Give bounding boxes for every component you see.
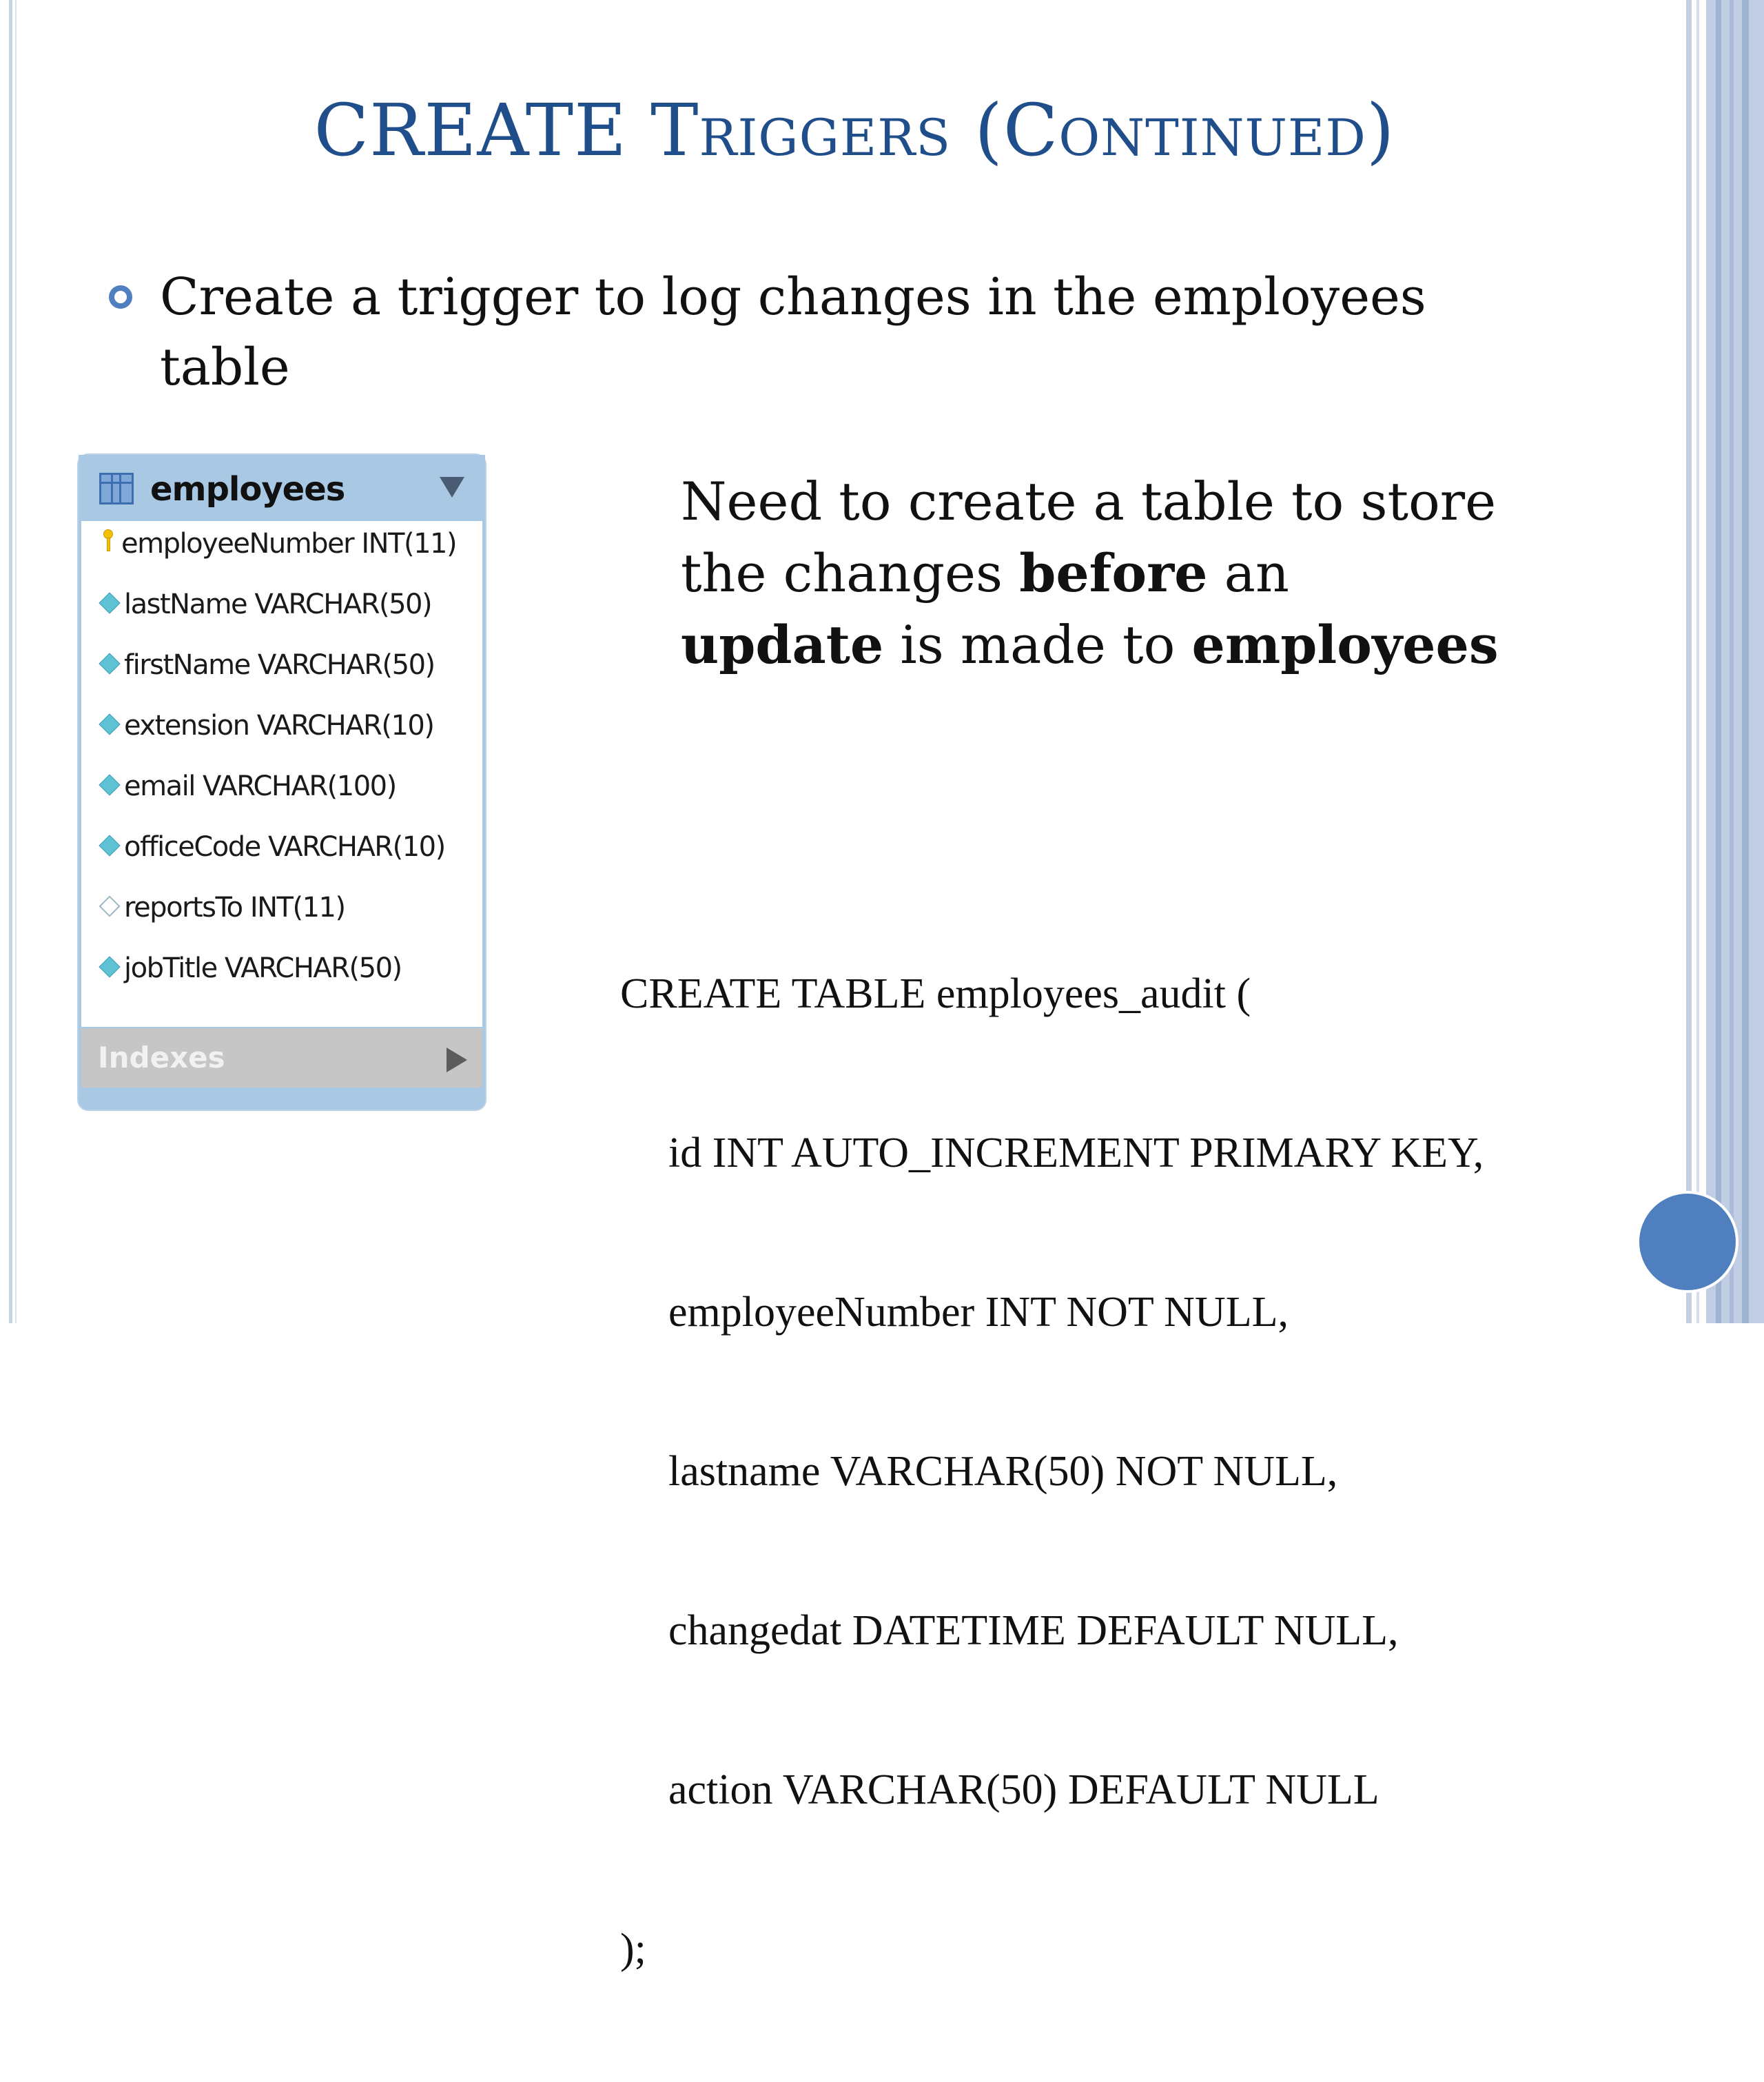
note-text xyxy=(681,466,1577,681)
note-bold-fragment: update xyxy=(681,614,884,675)
bullet-icon xyxy=(109,285,132,309)
er-field-row xyxy=(102,831,445,872)
code-line: CREATE TABLE employees_audit ( xyxy=(620,970,1251,1017)
left-border-inner xyxy=(15,0,17,1323)
left-border xyxy=(9,0,12,1323)
code-line: employeeNumber INT NOT NULL, xyxy=(668,1289,1289,1336)
code-line: lastname VARCHAR(50) NOT NULL, xyxy=(668,1448,1338,1495)
er-field-label: email VARCHAR(100) xyxy=(124,770,396,802)
note-line xyxy=(681,609,1577,681)
er-field-row xyxy=(102,892,345,933)
er-field-label: extension VARCHAR(10) xyxy=(124,710,434,742)
er-field-row xyxy=(102,710,433,751)
note-bold-fragment: employees xyxy=(1191,614,1499,675)
title-main: CREATE xyxy=(314,88,651,172)
er-table-card xyxy=(79,455,485,1110)
er-field-label: firstName VARCHAR(50) xyxy=(124,649,435,681)
nullable-column-icon xyxy=(99,895,120,917)
note-fragment: is made to xyxy=(883,614,1192,675)
er-field-row xyxy=(102,770,396,812)
er-indexes-section[interactable] xyxy=(81,1028,482,1088)
right-stripe xyxy=(1742,0,1749,1323)
column-icon xyxy=(99,774,120,795)
note-fragment: the changes xyxy=(681,542,1020,604)
column-icon xyxy=(99,653,120,674)
er-table-name: employees xyxy=(150,470,345,509)
code-line: changedat DATETIME DEFAULT NULL, xyxy=(668,1607,1399,1654)
title-rest: Triggers (Continued) xyxy=(650,88,1395,172)
er-indexes-label: Indexes xyxy=(98,1041,225,1074)
er-field-row xyxy=(102,589,431,630)
er-field-label: employeeNumber INT(11) xyxy=(121,528,457,560)
right-stripe xyxy=(1696,0,1699,1323)
code-line: action VARCHAR(50) DEFAULT NULL xyxy=(668,1766,1380,1813)
er-field-label: lastName VARCHAR(50) xyxy=(124,589,432,620)
er-field-label: reportsTo INT(11) xyxy=(124,892,345,923)
column-icon xyxy=(99,956,120,977)
column-icon xyxy=(99,713,120,735)
right-stripe xyxy=(1686,0,1692,1323)
er-field-row xyxy=(102,952,402,994)
note-line xyxy=(681,538,1577,609)
er-field-label: officeCode VARCHAR(10) xyxy=(124,831,445,863)
code-line: id INT AUTO_INCREMENT PRIMARY KEY, xyxy=(668,1130,1484,1176)
note-bold-fragment: before xyxy=(1019,542,1208,604)
er-table-header xyxy=(79,455,485,521)
right-stripe xyxy=(1716,0,1721,1323)
code-line: ); xyxy=(620,1926,646,1972)
sql-code-block xyxy=(620,861,1654,2082)
bullet-text: Create a trigger to log changes in the employees table xyxy=(160,267,1426,397)
right-band xyxy=(1706,0,1764,1323)
chevron-right-icon[interactable] xyxy=(447,1048,467,1072)
note-fragment: an xyxy=(1207,542,1289,604)
right-stripe xyxy=(1730,0,1734,1323)
primary-key-icon xyxy=(102,529,113,553)
column-icon xyxy=(99,592,120,613)
table-icon xyxy=(99,473,134,504)
note-line: Need to create a table to store xyxy=(681,471,1497,532)
column-icon xyxy=(99,835,120,856)
chevron-down-icon[interactable] xyxy=(440,477,464,498)
er-columns-list xyxy=(81,521,482,1027)
er-field-row xyxy=(102,528,456,569)
slide-title xyxy=(0,88,1709,172)
er-field-row xyxy=(102,649,435,691)
er-field-label: jobTitle VARCHAR(50) xyxy=(124,952,402,984)
